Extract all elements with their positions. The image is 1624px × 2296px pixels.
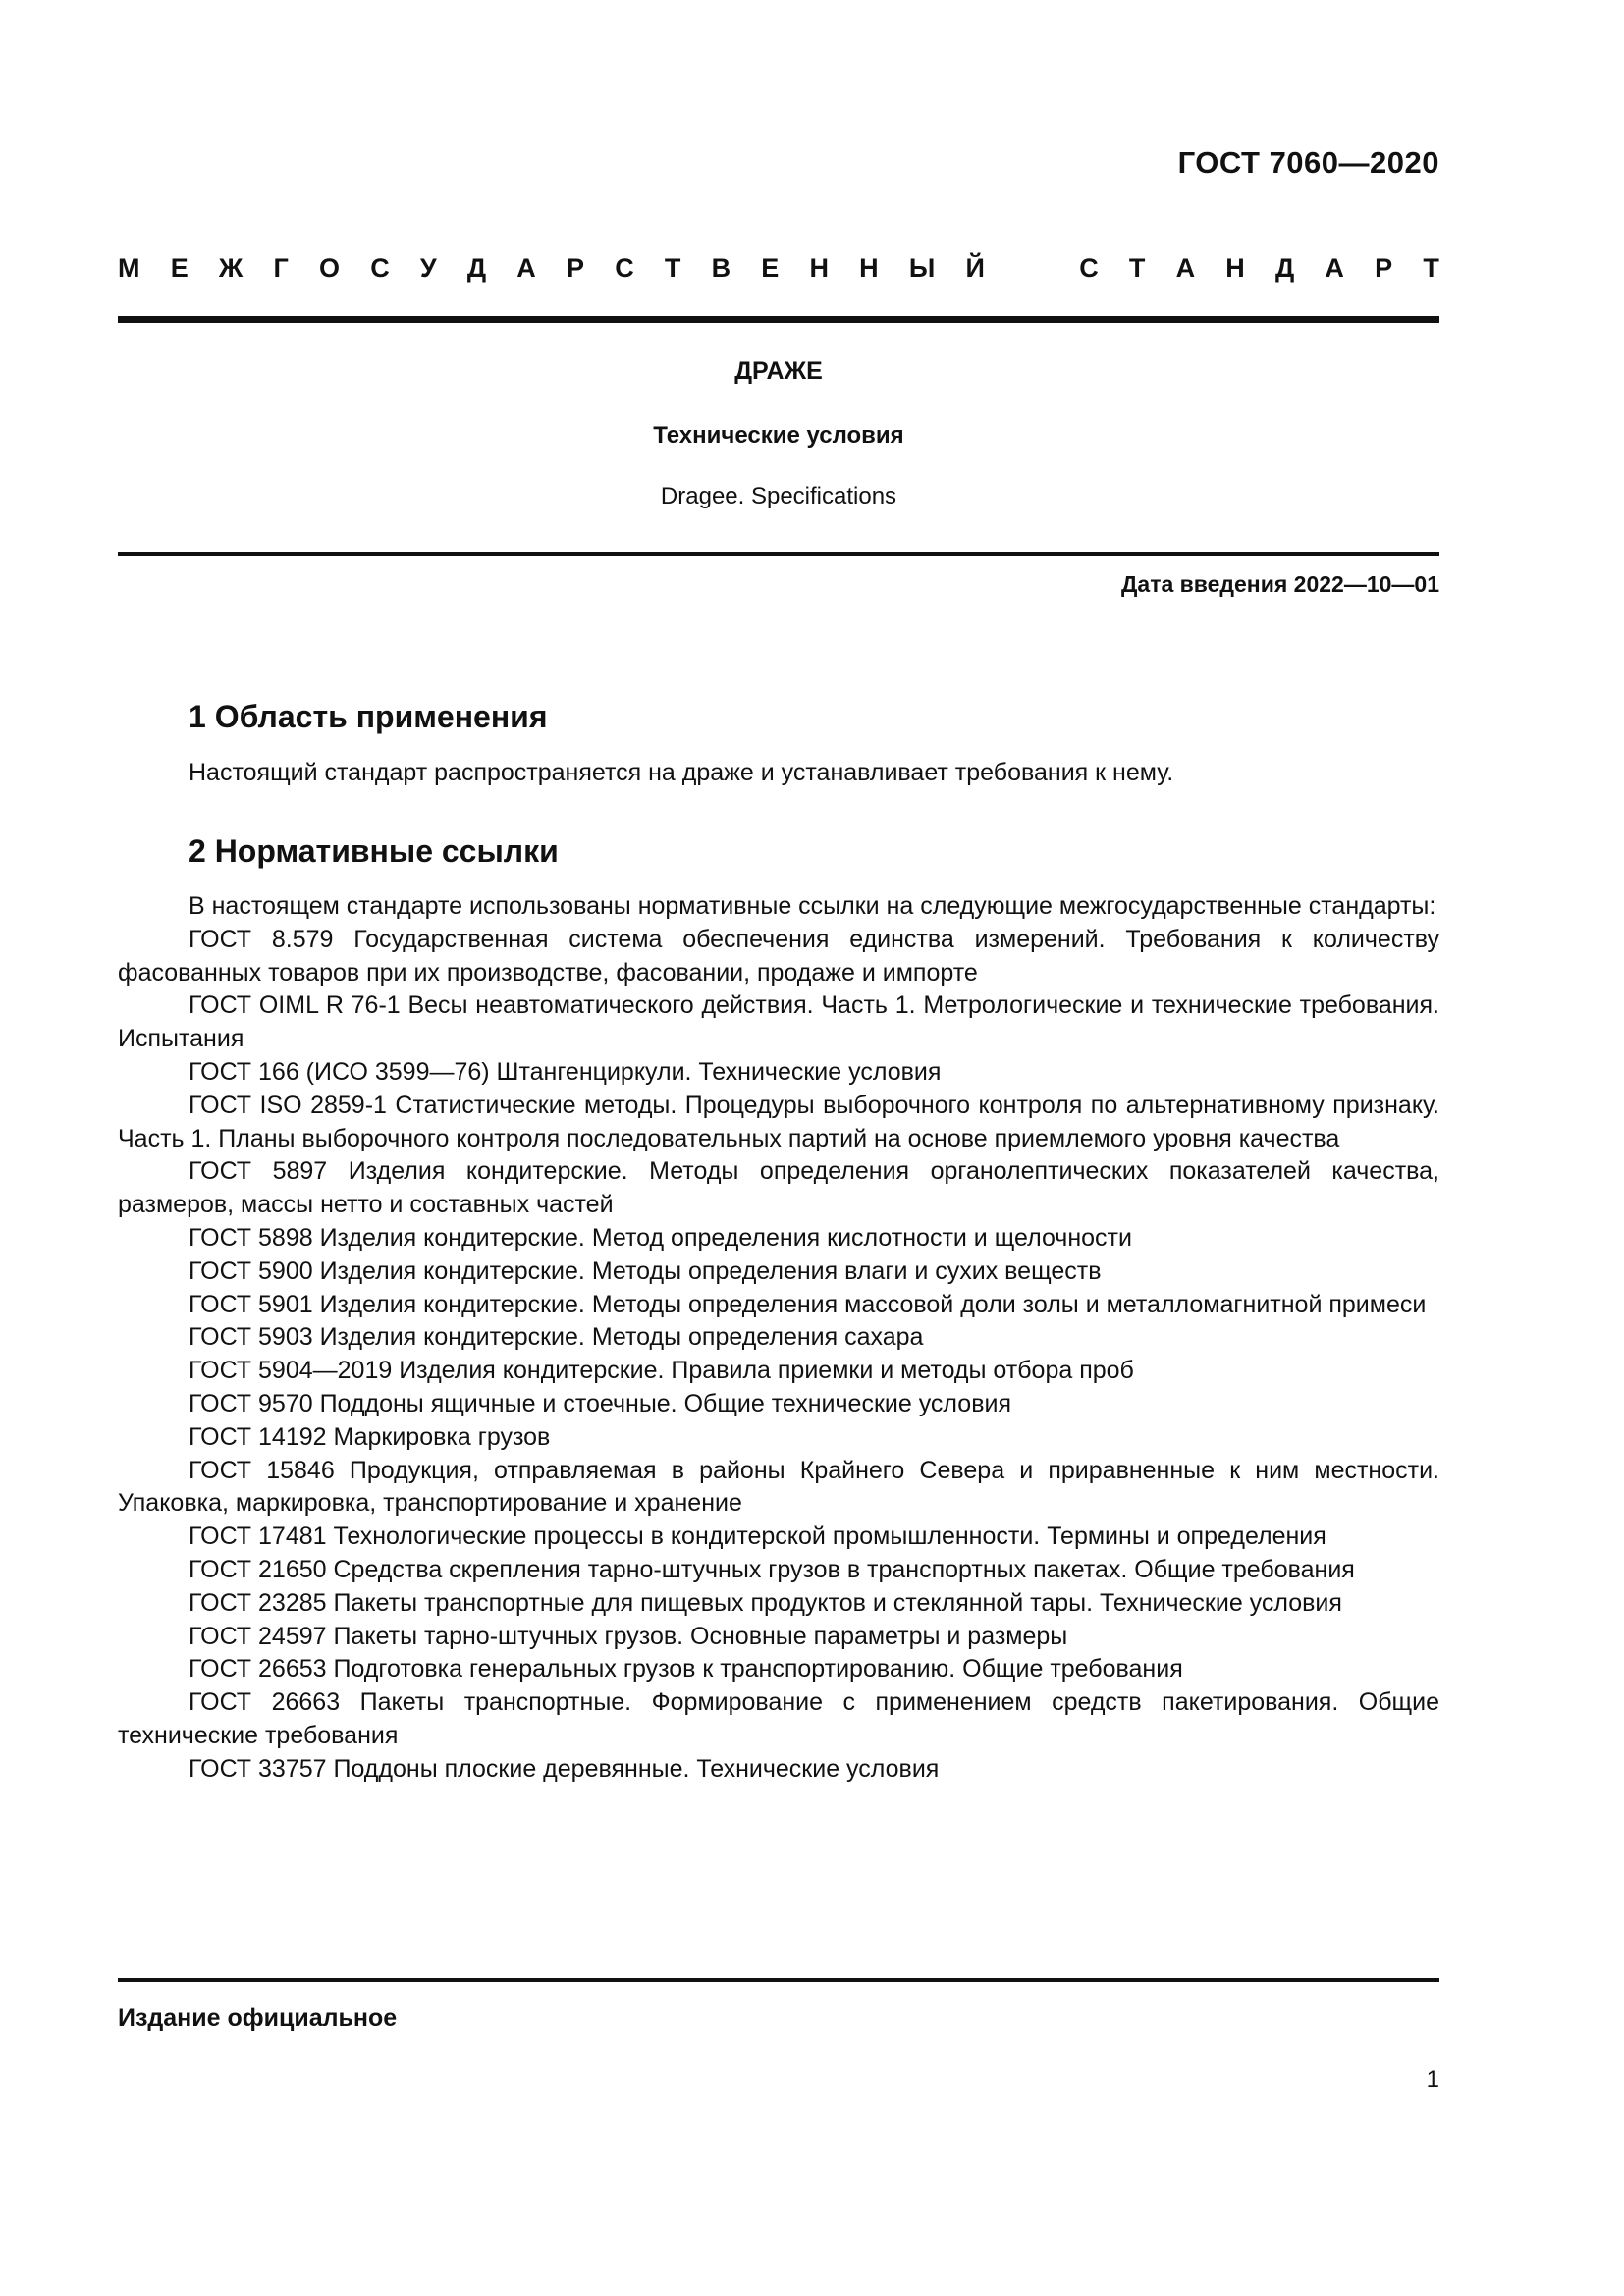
banner-letter: Н [1225,253,1245,283]
reference-item: ГОСТ 26653 Подготовка генеральных грузов к транспортированию. Общие требования [189,1655,1183,1683]
section-2-heading: 2 Нормативные ссылки [189,833,559,869]
reference-item: ГОСТ ISO 2859-1 Статистические методы. Процедуры выборочного контроля по альтернативному признаку. Часть 1. Планы выборочного контроля последовательных партий на основе приемлемого уровня качества [118,1091,1439,1152]
reference-item: ГОСТ OIML R 76-1 Весы неавтоматического действия. Часть 1. Метрологические и технические требования. Испытания [118,991,1439,1053]
reference-item: ГОСТ 8.579 Государственная система обеспечения единства измерений. Требования к количеству фасованных товаров при их производстве, фасовании, продаже и импорте [118,925,1439,987]
banner-letter: Е [761,253,780,283]
reference-item: ГОСТ 5897 Изделия кондитерские. Методы определения органолептических показателей качества, размеров, массы нетто и составных частей [118,1157,1439,1219]
english-title: Dragee. Specifications [660,483,897,509]
official-edition-label: Издание официальное [118,2004,398,2032]
standard-type-banner [118,253,1439,284]
banner-letter: Д [1274,253,1295,283]
reference-item: ГОСТ 5898 Изделия кондитерские. Метод определения кислотности и щелочности [189,1223,1132,1252]
footer-divider [118,1978,1439,1982]
reference-item: ГОСТ 21650 Средства скрепления тарно-штучных грузов в транспортных пакетах. Общие требования [189,1555,1355,1583]
banner-letter: Т [1423,253,1439,283]
banner-letter: В [711,253,731,283]
document-number: ГОСТ 7060—2020 [1177,145,1439,180]
banner-letter: С [370,253,390,283]
banner-letter: У [419,253,437,283]
banner-letter: А [1175,253,1196,283]
banner-letter: Д [466,253,487,283]
reference-item: ГОСТ 5903 Изделия кондитерские. Методы определения сахара [189,1323,924,1352]
reference-item: ГОСТ 26663 Пакеты транспортные. Формирование с применением средств пакетирования. Общие технические требования [118,1688,1439,1749]
section-1-text: Настоящий стандарт распространяется на драже и устанавливает требования к нему. [189,759,1174,786]
reference-item: ГОСТ 15846 Продукция, отправляемая в районы Крайнего Севера и приравненные к ним местности. Упаковка, маркировка, транспортирование и хранение [118,1456,1439,1518]
document-subtitle: Технические условия [653,422,904,449]
reference-item: ГОСТ 5900 Изделия кондитерские. Методы определения влаги и сухих веществ [189,1256,1102,1285]
reference-item: ГОСТ 24597 Пакеты тарно-штучных грузов. Основные параметры и размеры [189,1622,1068,1650]
reference-item: ГОСТ 5904—2019 Изделия кондитерские. Правила приемки и методы отбора проб [189,1357,1134,1385]
banner-letter: С [615,253,634,283]
banner-letter: Р [1375,253,1393,283]
document-title: ДРАЖЕ [734,357,823,385]
header-divider [118,316,1439,323]
reference-intro: В настоящем стандарте использованы нормативные ссылки на следующие межгосударственные стандарты: [189,892,1436,920]
normative-references [118,890,1439,1787]
banner-letter: А [516,253,536,283]
banner-letter: Е [170,253,189,283]
reference-item: ГОСТ 166 (ИСО 3599—76) Штангенциркули. Технические условия [189,1057,942,1086]
reference-item: ГОСТ 9570 Поддоны ящичные и стоечные. Общие технические условия [189,1389,1011,1417]
reference-item: ГОСТ 33757 Поддоны плоские деревянные. Технические условия [189,1754,940,1783]
banner-letter: А [1325,253,1344,283]
banner-letter: Ы [908,253,936,283]
introduction-date: Дата введения 2022—10—01 [1121,571,1439,597]
title-divider [118,552,1439,556]
banner-letter: О [318,253,340,283]
section-1-heading: 1 Область применения [189,699,548,734]
banner-letter: Ж [218,253,244,283]
banner-letter: Т [664,253,681,283]
banner-letter: Й [965,253,985,283]
reference-item: ГОСТ 14192 Маркировка грузов [189,1422,551,1451]
banner-letter: Н [809,253,829,283]
banner-letter: С [1079,253,1099,283]
reference-item: ГОСТ 5901 Изделия кондитерские. Методы определения массовой доли золы и металломагнитной примеси [189,1290,1427,1318]
page-number: 1 [1426,2066,1439,2093]
banner-letter: Г [273,253,289,283]
reference-item: ГОСТ 23285 Пакеты транспортные для пищевых продуктов и стеклянной тары. Технические условия [189,1588,1342,1617]
banner-letter: М [118,253,140,283]
banner-letter: Р [566,253,584,283]
banner-letter: Т [1128,253,1146,283]
document-page [118,0,1439,2296]
reference-item: ГОСТ 17481 Технологические процессы в кондитерской промышленности. Термины и определения [189,1522,1326,1551]
banner-word-gap [1015,253,1049,284]
banner-letter: Н [859,253,879,283]
